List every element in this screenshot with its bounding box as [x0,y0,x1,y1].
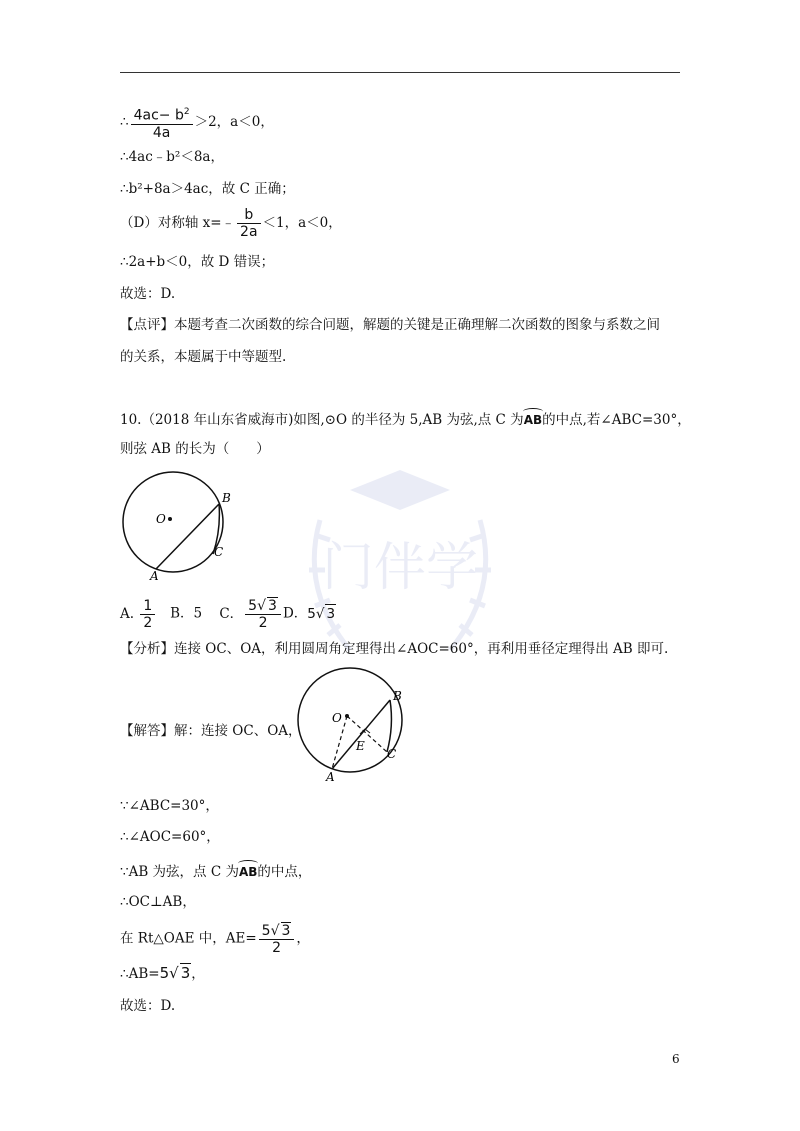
label-o: O [156,512,166,526]
option-d: D．5√ 3 [282,605,336,622]
solution-step-3: ∵AB 为弦，点 C 为AB的中点， [120,860,311,881]
label-c: C [214,545,224,559]
line-6: 故选：D. [120,286,176,302]
solution-step-1: ∵∠ABC=30°， [120,798,219,814]
line-5: ∴2a+b＜0，故 D 错误； [120,254,275,270]
arc-ab: AB [524,408,542,429]
circle-figure-1 [118,470,248,585]
solution-step-4: ∴OC⊥AB， [120,894,196,910]
fraction-l1: $\frac{4ac- b^2}{4a}$ [131,104,193,141]
answer-options [120,597,336,631]
label-a: A [326,770,335,784]
line-3: ∴b²+8a＞4ac，故 C 正确； [120,181,295,197]
solution-step-2: ∴∠AOC=60°， [120,829,220,845]
question-title-line2: 则弦 AB 的长为（ ） [120,441,270,457]
question-title: 10.（2018 年山东省威海市)如图,⊙O 的半径为 5,AB 为弦,点 C 为AB的中点,若∠ABC=30°， [120,408,691,429]
line-4: （D）对称轴 x=﹣ $\frac{b}{2a}$ ＜1，a＜0， [120,207,342,240]
circle [123,472,223,572]
page-number: 6 [672,1052,680,1066]
option-a: A. $\frac{1}{2}$ [120,606,157,622]
label-b: B [393,689,402,703]
fraction-l4: $\frac{b}{2a}$ [237,207,261,240]
final-answer: 故选：D. [120,998,176,1014]
solution-step-5: 在 Rt△OAE 中，AE= $\frac{5√ 3}{2}$ ， [120,923,310,956]
chord-bc [387,700,391,752]
answer-intro: 【解答】解：连接 OC、OA， [120,723,302,739]
solution-step-6: ∴AB=5√ 3， [120,964,205,982]
arc-ab: AB [239,860,257,881]
label-e: E [356,739,365,753]
comment-line-2: 的关系，本题属于中等题型. [120,349,287,365]
center-point [345,714,349,718]
label-o: O [332,711,342,725]
option-c: C． $\frac{5√ 3}{2}$ [219,606,283,622]
header-rule [120,72,680,73]
center-point [168,517,172,521]
comment-line-1: 【点评】本题考查二次函数的综合问题，解题的关键是正确理解二次函数的图象与系数之间 [120,317,660,333]
label-b: B [222,491,231,505]
analysis-line: 【分析】连接 OC、OA，利用圆周角定理得出∠AOC=60°，再利用垂径定理得出 AB 即可. [120,641,669,657]
label-a: A [150,569,159,583]
circle-figure-2 [292,666,410,786]
line-1: ∴ $\frac{4ac- b^2}{4a}$ ＞2，a＜0， [120,104,274,141]
segment-oc [347,716,387,752]
line-2: ∴4ac﹣b²＜8a， [120,149,224,165]
option-b: B．5 [170,605,203,622]
watermark-text: 门伴学 [321,538,479,598]
label-c: C [387,747,397,761]
